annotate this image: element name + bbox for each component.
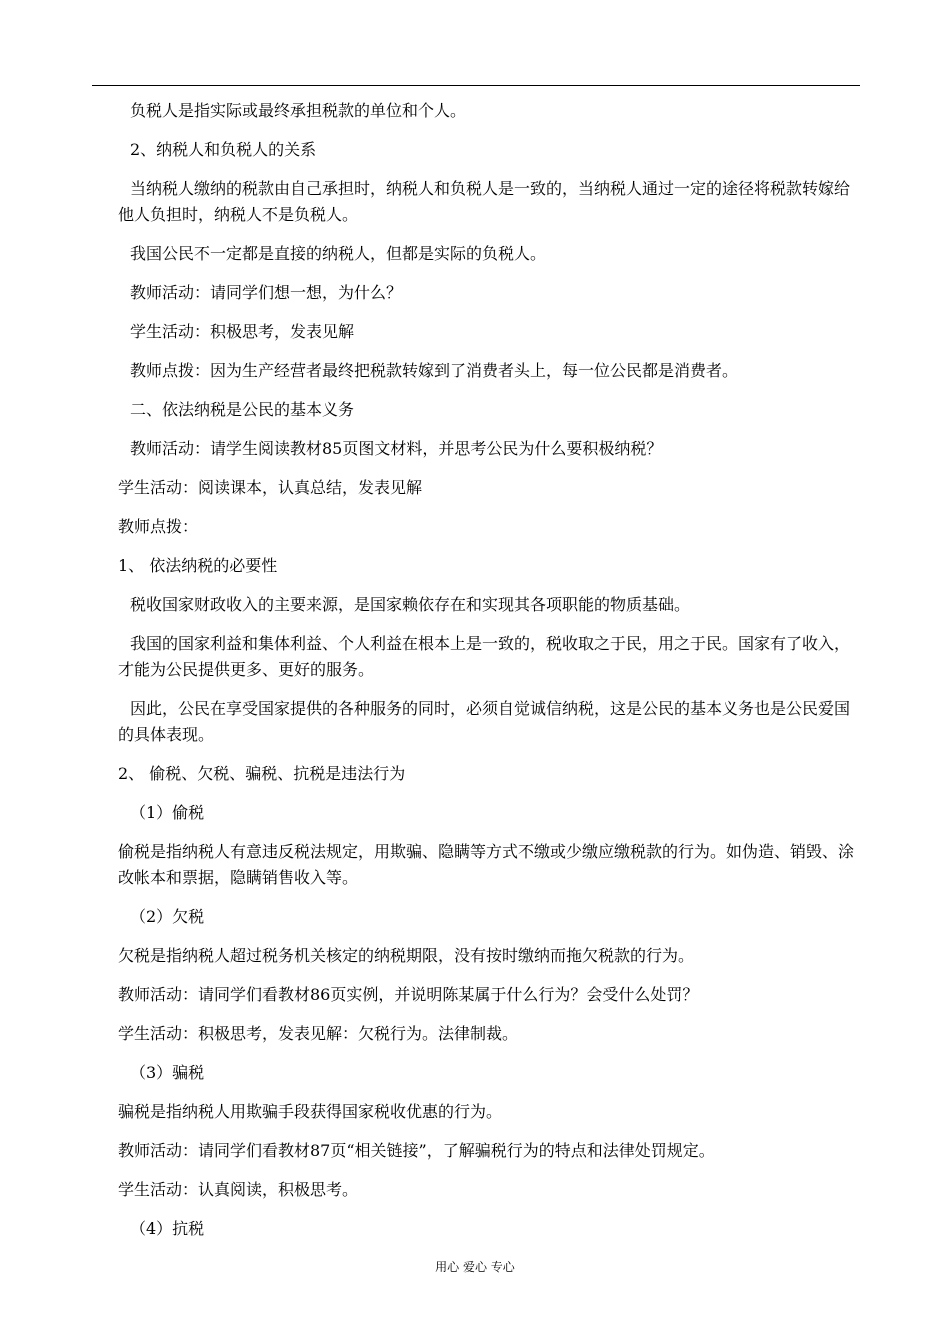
- paragraph: 学生活动：积极思考，发表见解: [130, 322, 355, 341]
- paragraph: 偷税是指纳税人有意违反税法规定，用欺骗、隐瞒等方式不缴或少缴应缴税款的行为。如伪造、销毁、涂改帐本和票据，隐瞒销售收入等。: [118, 842, 855, 887]
- subsection-heading: （2）欠税: [130, 907, 205, 926]
- paragraph: 教师活动：请同学们想一想，为什么？: [130, 283, 403, 302]
- section-heading: 2、纳税人和负税人的关系: [130, 140, 317, 159]
- paragraph: 我国公民不一定都是直接的纳税人，但都是实际的负税人。: [130, 244, 547, 263]
- paragraph: 我国的国家利益和集体利益、个人利益在根本上是一致的，税收取之于民，用之于民。国家有了收入，才能为公民提供更多、更好的服务。: [118, 634, 851, 679]
- paragraph: 学生活动：认真阅读，积极思考。: [118, 1180, 359, 1199]
- paragraph: 教师点拨：: [118, 517, 199, 536]
- paragraph: 欠税是指纳税人超过税务机关核定的纳税期限，没有按时缴纳而拖欠税款的行为。: [118, 946, 695, 965]
- section-heading: 2、 偷税、欠税、骗税、抗税是违法行为: [118, 764, 406, 783]
- paragraph: 税收国家财政收入的主要来源，是国家赖依存在和实现其各项职能的物质基础。: [130, 595, 691, 614]
- section-heading: 二、依法纳税是公民的基本义务: [130, 400, 355, 419]
- paragraph: 教师活动：请同学们看教材87页“相关链接”，了解骗税行为的特点和法律处罚规定。: [118, 1141, 715, 1160]
- subsection-heading: （1）偷税: [130, 803, 205, 822]
- document-body: [118, 98, 862, 1255]
- paragraph: 负税人是指实际或最终承担税款的单位和个人。: [130, 101, 467, 120]
- header-rule: [92, 85, 860, 86]
- subsection-heading: （4）抗税: [130, 1219, 205, 1238]
- section-heading: 1、 依法纳税的必要性: [118, 556, 278, 575]
- paragraph: 学生活动：阅读课本，认真总结，发表见解: [118, 478, 423, 497]
- paragraph: 教师活动：请同学们看教材86页实例，并说明陈某属于什么行为？会受什么处罚？: [118, 985, 699, 1004]
- paragraph: 骗税是指纳税人用欺骗手段获得国家税收优惠的行为。: [118, 1102, 503, 1121]
- paragraph: 因此，公民在享受国家提供的各种服务的同时，必须自觉诚信纳税，这是公民的基本义务也是公民爱国的具体表现。: [118, 699, 851, 744]
- paragraph: 学生活动：积极思考，发表见解：欠税行为。法律制裁。: [118, 1024, 519, 1043]
- page-footer: 用心 爱心 专心: [435, 1260, 515, 1274]
- paragraph: 教师活动：请学生阅读教材85页图文材料，并思考公民为什么要积极纳税？: [130, 439, 663, 458]
- paragraph: 当纳税人缴纳的税款由自己承担时，纳税人和负税人是一致的，当纳税人通过一定的途径将税款转嫁给他人负担时，纳税人不是负税人。: [118, 179, 851, 224]
- subsection-heading: （3）骗税: [130, 1063, 205, 1082]
- paragraph: 教师点拨：因为生产经营者最终把税款转嫁到了消费者头上，每一位公民都是消费者。: [130, 361, 739, 380]
